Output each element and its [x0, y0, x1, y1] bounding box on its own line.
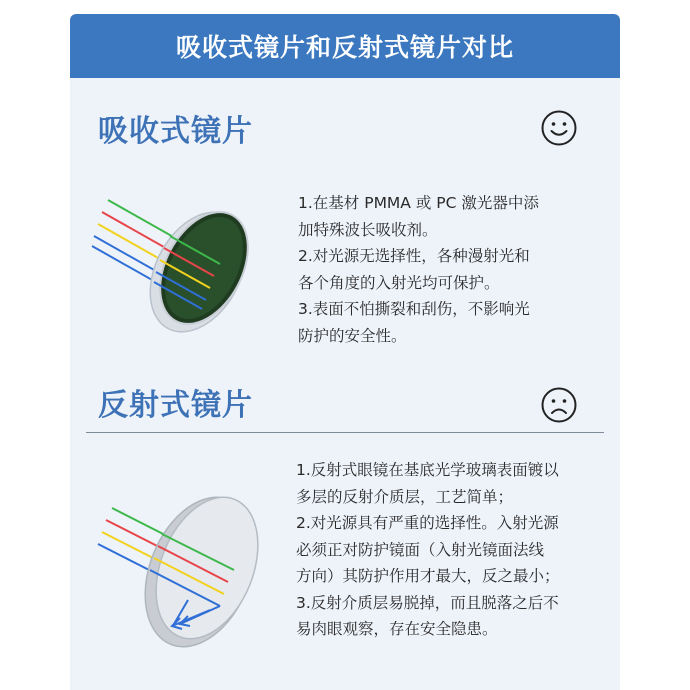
absorptive-line-5: 3.表面不怕撕裂和刮伤，不影响光 — [298, 300, 530, 318]
absorptive-line-6: 防护的安全性。 — [298, 326, 407, 345]
header-bar — [70, 14, 620, 78]
page-title: 吸收式镜片和反射式镜片对比 — [175, 33, 514, 62]
reflective-title: 反射式镜片 — [98, 388, 253, 423]
comparison-panel — [70, 14, 620, 690]
absorptive-description — [298, 190, 539, 349]
reflective-line-6: 3.反射介质层易脱掉，而且脱落之后不 — [296, 593, 559, 612]
absorptive-line-3: 2.对光源无选择性，各种漫射光和 — [298, 247, 530, 265]
reflective-line-7: 易肉眼观察，存在安全隐患。 — [296, 620, 498, 638]
reflective-line-2: 多层的反射介质层，工艺简单； — [296, 487, 514, 506]
smiley-face-icon — [540, 109, 578, 147]
reflective-description — [296, 457, 560, 643]
sad-face-icon — [540, 386, 578, 424]
absorptive-line-4: 各个角度的入射光均可保护。 — [298, 273, 500, 292]
reflective-line-5: 方向）其防护作用才最大，反之最小； — [296, 567, 560, 585]
reflective-line-3: 2.对光源具有严重的选择性。入射光源 — [296, 514, 559, 532]
reflective-line-4: 必须正对防护镜面（入射光镜面法线 — [296, 540, 545, 559]
section-divider — [86, 432, 604, 433]
absorptive-line-2: 加特殊波长吸收剂。 — [298, 220, 438, 239]
reflective-lens-illustration — [92, 484, 282, 654]
absorptive-lens-illustration — [90, 188, 280, 338]
absorptive-line-1: 1.在基材 PMMA 或 PC 激光器中添 — [298, 194, 539, 212]
reflective-line-1: 1.反射式眼镜在基底光学玻璃表面镀以 — [296, 461, 559, 479]
absorptive-title: 吸收式镜片 — [98, 114, 253, 149]
